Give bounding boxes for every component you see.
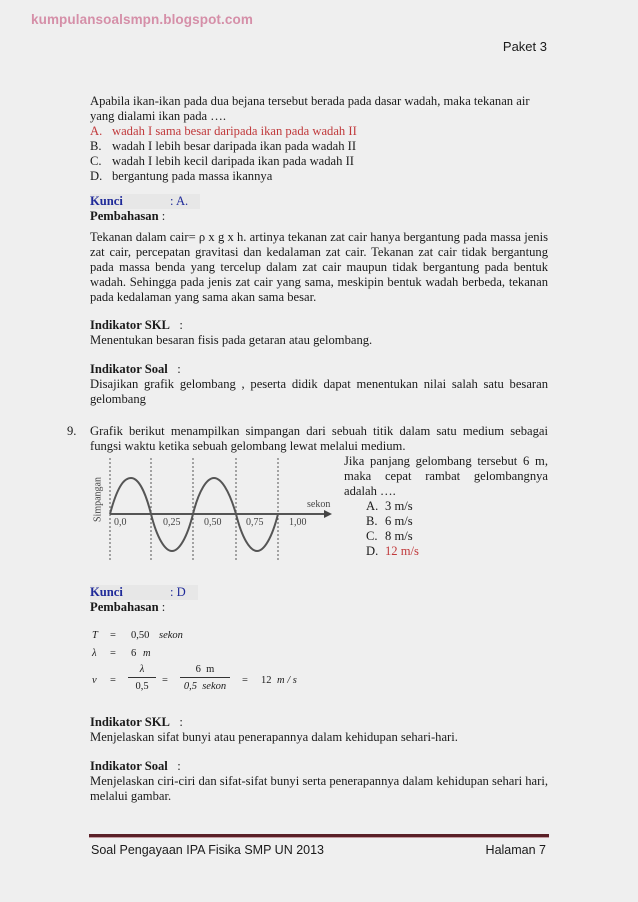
q9-side-text: Jika panjang gelombang tersebut 6 m, maka cepat rambat gelombangnya adalah …. <box>344 454 548 498</box>
tick-100: 1,00 <box>289 517 307 528</box>
indikator-soal-2-label: Indikator Soal : <box>90 759 181 773</box>
q8-option-a: A. wadah I sama besar daripada ikan pada wadah II <box>90 124 357 138</box>
q8-kunci <box>90 194 200 209</box>
indikator-soal-1-text: Disajikan grafik gelombang , peserta didik dapat menentukan nilai salah satu besaran gelombang <box>90 377 548 406</box>
tick-0: 0,0 <box>114 517 127 528</box>
q8-block <box>90 94 548 184</box>
graph-ylabel: Simpangan <box>92 477 104 522</box>
indikator-skl-1-label: Indikator SKL : <box>90 318 183 332</box>
q9-stem: Grafik berikut menampilkan simpangan dari sebuah titik dalam satu medium sebagai fungsi waktu ketika sebuah gelombang lewat melalui medium. <box>90 424 548 453</box>
q8-option-c: C. wadah I lebih kecil daripada ikan pada wadah II <box>90 154 354 168</box>
indikator-soal-2-text: Menjelaskan ciri-ciri dan sifat-sifat bunyi serta penerapannya dalam kehidupan sehari hari, melalui gambar. <box>90 774 548 803</box>
q8-stem-line1: Apabila ikan-ikan pada dua bejana tersebut berada pada dasar wadah, maka tekanan air <box>90 94 530 108</box>
q9-option-d: D. 12 m/s <box>366 544 419 558</box>
indikator-skl-2-text: Menjelaskan sifat bunyi atau penerapannya dalam kehidupan sehari-hari. <box>90 730 458 744</box>
footer-page-number: Halaman 7 <box>485 843 546 857</box>
q9-options <box>366 499 419 559</box>
page-header-paket: Paket 3 <box>502 39 547 54</box>
footer-title: Soal Pengayaan IPA Fisika SMP UN 2013 <box>91 843 325 857</box>
q9-pembahasan-label: Pembahasan : <box>90 600 166 614</box>
q8-option-d: D. bergantung pada massa ikannya <box>90 169 273 183</box>
kunci-value: : A. <box>170 194 189 208</box>
q9-number: 9. <box>67 424 77 438</box>
q8-pembahasan-text: Tekanan dalam cair= ρ x g x h. artinya tekanan zat cair hanya bergantung pada massa jenis zat cair, percepatan gravitasi dan kedalaman zat cair. Tekanan zat cair tidak bergantung pada massa benda yang tercelup dalam zat cair maupun tidak bergantung pada bentuk wadah. Sehingga pada jenis zat cair yang sama, meskipin bentuk wadah berbeda, tekanan pada kedalaman yang sama akan sama besar. <box>90 230 548 304</box>
watermark: kumpulansoalsmpn.blogspot.com <box>31 12 253 27</box>
kunci-label: Kunci <box>90 194 123 208</box>
tick-075: 0,75 <box>246 517 264 528</box>
q9-kunci <box>90 585 198 600</box>
indikator-skl-2-label: Indikator SKL : <box>90 715 183 729</box>
x-axis-arrow-icon <box>324 510 332 518</box>
graph-xlabel: sekon <box>307 499 331 510</box>
indikator-soal-1-label: Indikator Soal : <box>90 362 181 376</box>
q8-option-b: B. wadah I lebih besar daripada ikan pada wadah II <box>90 139 357 153</box>
kunci-label: Kunci <box>90 585 123 599</box>
kunci-value: : D <box>170 585 186 599</box>
wave-graph <box>85 455 340 560</box>
indikator-skl-1-text: Menentukan besaran fisis pada getaran atau gelombang. <box>90 333 373 347</box>
tick-025: 0,25 <box>163 517 181 528</box>
q9-option-c: C. 8 m/s <box>366 529 413 543</box>
q9-option-b: B. 6 m/s <box>366 514 413 528</box>
q8-stem-line2: yang dialami ikan pada …. <box>90 109 227 123</box>
tick-050: 0,50 <box>204 517 222 528</box>
q8-pembahasan-label: Pembahasan : <box>90 209 166 223</box>
solution-math: T = 0,50 sekon λ = 6 m v = $\frac{\lambda}{0,5}$ = 6 m 0,5 sekon = 12 m / s <box>92 630 297 692</box>
q9-option-a: A. 3 m/s <box>366 499 413 513</box>
footer-rule-thin <box>89 837 549 838</box>
